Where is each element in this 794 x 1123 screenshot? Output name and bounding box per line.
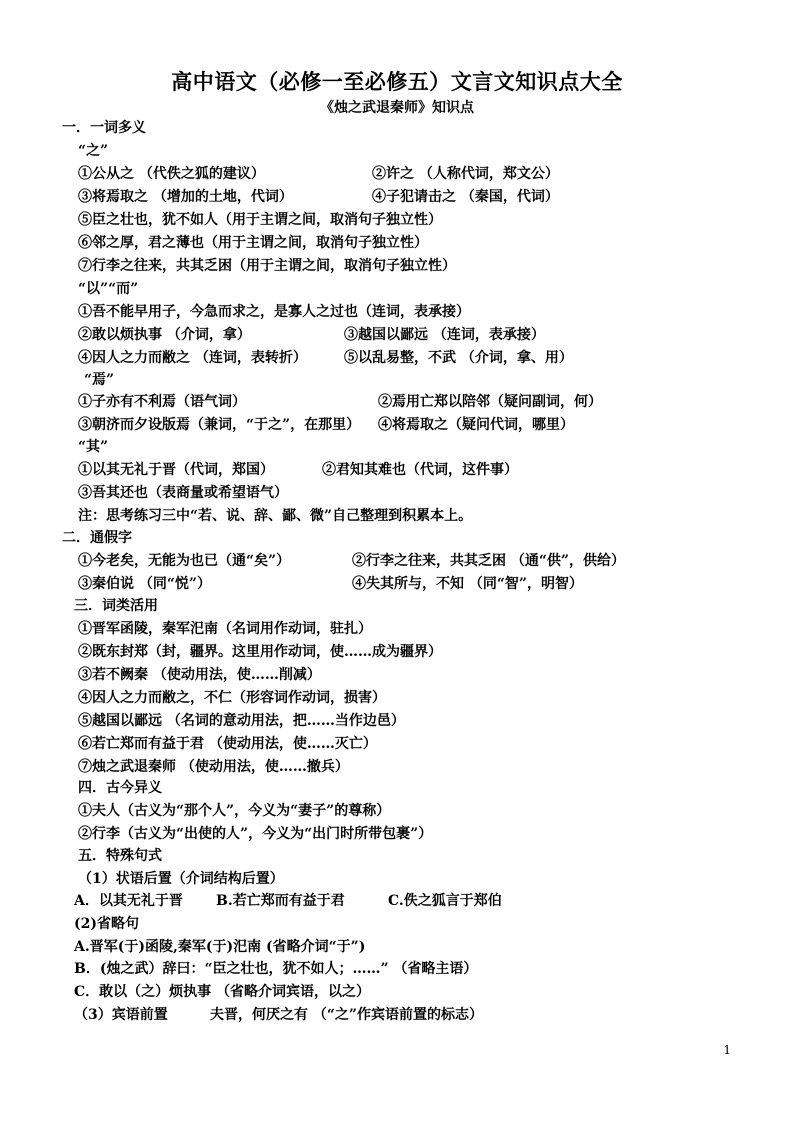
yan-item-4: ④将焉取之（疑问代词，哪里） [378, 417, 574, 433]
document-title: 高中语文（必修一至必修五）文言文知识点大全 [171, 69, 623, 94]
yan-item-2: ②焉用亡郑以陪邻（疑问副词，何） [378, 394, 602, 410]
section-heading-polysemy: 一．一词多义 [62, 120, 146, 136]
page-number: 1 [723, 1043, 731, 1057]
zhi-item-1: ①公从之 （代佚之狐的建议） [78, 166, 265, 182]
special-sentence-2-a: A.晋军(于)函陵,秦军(于)汜南 (省略介词“于”) [74, 939, 366, 955]
yier-item-2: ②敢以烦执事 （介词，拿） [78, 327, 251, 343]
yan-item-3: ③朝济而夕设版焉（兼词，“于之”，在那里） [78, 417, 361, 433]
tongjia-item-4: ④失其所与，不知 （同“智”，明智） [352, 576, 583, 592]
tongjia-item-1: ①今老矣，无能为也已（通“矣”） [78, 553, 291, 569]
special-sentence-2-c: C．敢以（之）烦执事 （省略介词宾语，以之） [74, 984, 371, 1000]
yier-item-5: ⑤以乱易整，不武 （介词，拿、用） [344, 350, 573, 366]
word-class-item-7: ⑦烛之武退秦师 （使动用法，使……撤兵） [78, 759, 349, 775]
zhi-item-6: ⑥邻之厚，君之薄也（用于主谓之间，取消句子独立性） [78, 235, 428, 251]
yan-item-1: ①子亦有不利焉（语气词） [78, 394, 246, 410]
special-sentence-1-heading: （1）状语后置（介词结构后置） [78, 871, 284, 887]
word-class-item-6: ⑥若亡郑而有益于君 （使动用法，使……灭亡） [78, 736, 377, 752]
qi-item-2: ②君知其难也（代词，这件事） [322, 462, 518, 478]
subheading-yan: “焉” [84, 372, 115, 388]
word-class-item-1: ①晋军函陵，秦军汜南（名词用作动词，驻扎） [78, 621, 372, 637]
ancient-modern-item-2: ②行李（古义为“出使的人”，今义为“出门时所带包裹”） [78, 826, 433, 842]
word-class-item-2: ②既东封郑（封，疆界。这里用作动词，使……成为疆界） [78, 644, 442, 660]
section-heading-special-sentences: 五．特殊句式 [78, 848, 162, 864]
subheading-zhi: “之” [78, 143, 109, 159]
yier-item-4: ④因人之力而敝之 （连词，表转折） [78, 350, 307, 366]
word-class-item-3: ③若不阙秦 （使动用法，使……削减） [78, 667, 321, 683]
zhi-item-7: ⑦行李之往来，共其乏困（用于主谓之间，取消句子独立性） [78, 258, 456, 274]
note: 注：思考练习三中“若、说、辞、鄙、微”自己整理到积累本上。 [78, 508, 473, 524]
yier-item-1: ①吾不能早用子，今急而求之，是寡人之过也（连词，表承接） [78, 304, 470, 320]
subheading-yi-er: “以”“而” [78, 281, 139, 297]
tongjia-item-3: ③秦伯说 （同“悦”） [78, 576, 211, 592]
zhi-item-4: ④子犯请击之 （秦国，代词） [372, 189, 559, 205]
document-subtitle: 《烛之武退秦师》知识点 [320, 100, 474, 116]
qi-item-3: ③吾其还也（表商量或希望语气） [78, 485, 288, 501]
special-sentence-1-c: C.佚之狐言于郑伯 [388, 893, 502, 909]
word-class-item-5: ⑤越国以鄙远 （名词的意动用法，把……当作边邑） [78, 713, 405, 729]
qi-item-1: ①以其无礼于晋（代词，郑国） [78, 462, 274, 478]
zhi-item-3: ③将焉取之 （增加的土地，代词） [78, 189, 293, 205]
zhi-item-2: ②许之 （人称代词，郑文公） [372, 166, 559, 182]
section-heading-ancient-modern: 四．古今异义 [78, 780, 162, 796]
subheading-qi: “其” [78, 439, 109, 455]
ancient-modern-item-1: ①夫人（古义为“那个人”，今义为“妻子”的尊称） [78, 803, 391, 819]
special-sentence-1-b: B.若亡郑而有益于君 [216, 893, 345, 909]
word-class-item-4: ④因人之力而敝之，不仁（形容词作动词，损害） [78, 690, 386, 706]
special-sentence-2-heading: (2)省略句 [74, 916, 139, 932]
special-sentence-2-b: B．(烛之武）辞曰：“臣之壮也，犹不如人；……” （省略主语） [74, 961, 478, 977]
zhi-item-5: ⑤臣之壮也，犹不如人（用于主谓之间，取消句子独立性） [78, 212, 442, 228]
tongjia-item-2: ②行李之往来，共其乏困 （通“供”，供给） [352, 553, 625, 569]
special-sentence-1-a: A．以其无礼于晋 [74, 893, 183, 909]
section-heading-word-class: 三．词类活用 [74, 598, 158, 614]
section-heading-tongjia: 二．通假字 [62, 530, 132, 546]
special-sentence-3-text: 夫晋，何厌之有 （“之”作宾语前置的标志） [210, 1007, 483, 1023]
yier-item-3: ③越国以鄙远 （连词，表承接） [344, 327, 545, 343]
special-sentence-3-label: （3）宾语前置 [74, 1007, 168, 1023]
